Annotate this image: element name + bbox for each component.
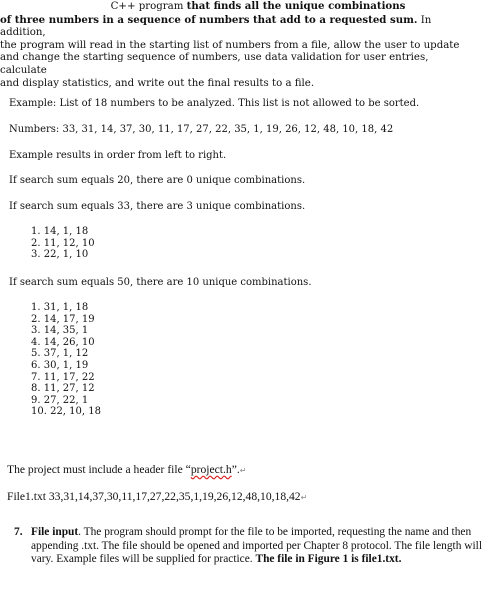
list-item: 10. 22, 10, 18: [31, 406, 101, 418]
search-50-line: If search sum equals 50, there are 10 unique combinations.: [9, 277, 312, 288]
list-item: 2. 14, 17, 19: [31, 313, 95, 325]
intro-line-2: [0, 14, 476, 40]
list-item: 5. 37, 1, 12: [31, 348, 89, 360]
project-text: The project must include a header file “: [7, 463, 191, 476]
item-title: File input: [31, 526, 79, 538]
results-note: Example results in order from left to right.: [9, 150, 227, 161]
list-item: 1. 14, 1, 18: [31, 226, 89, 237]
example-intro: Example: List of 18 numbers to be analyzed. This list is not allowed to be sorted.: [9, 98, 420, 109]
file1-text: File1.txt 33,31,14,37,30,11,17,27,22,35,1,19,26,12,48,10,18,42: [7, 490, 301, 503]
intro-paragraph: [0, 0, 476, 90]
list-item: 3. 22, 1, 10: [31, 249, 89, 261]
search-20-line: If search sum equals 20, there are 0 unique combinations.: [9, 175, 306, 186]
intro-line-1: [0, 0, 476, 14]
combinations-list-50: [31, 302, 101, 418]
list-item: 2. 11, 12, 10: [31, 237, 95, 249]
project-text: ”.: [231, 463, 240, 476]
item-bold-end: The file in Figure 1 is file1.txt.: [255, 553, 402, 566]
intro-bold-text: of three numbers in a sequence of numbers that add to a requested sum.: [0, 13, 418, 26]
list-item: 4. 14, 26, 10: [31, 336, 95, 348]
item-number: 7.: [14, 526, 23, 538]
project-header-line: [7, 463, 246, 476]
return-mark-icon: ↵: [300, 493, 308, 502]
combinations-list-33: [31, 226, 95, 261]
intro-bold-text: that finds all the unique combinations: [186, 0, 406, 12]
item-7-file-input: [14, 526, 482, 567]
item-7-text: [31, 526, 482, 567]
list-item: 9. 27, 22, 1: [31, 394, 89, 406]
intro-text: In addition,: [0, 14, 432, 39]
item-body: . The program should prompt for the file to be imported, requesting the name and then appending .txt. The file should be opened and imported per Chapter 8 protocol. The file length will vary. Example files will be supplied for practice.: [31, 526, 482, 566]
list-item: 1. 31, 1, 18: [31, 302, 89, 313]
search-33-line: If search sum equals 33, there are 3 unique combinations.: [9, 201, 306, 212]
list-item: 7. 11, 17, 22: [31, 371, 95, 383]
numbers-line: Numbers: 33, 31, 14, 37, 30, 11, 17, 27, 22, 35, 1, 19, 26, 12, 48, 10, 18, 42: [9, 124, 394, 135]
intro-line-4: and change the starting sequence of numbers, use data validation for user entries, calculate: [0, 52, 429, 76]
file1-line: [7, 490, 307, 503]
intro-line-3: the program will read in the starting list of numbers from a file, allow the user to update: [0, 39, 460, 51]
intro-line-5: and display statistics, and write out the final results to a file.: [0, 77, 315, 89]
project-filename: project.h: [190, 463, 232, 476]
intro-text: C++ program: [110, 1, 187, 12]
list-item: 6. 30, 1, 19: [31, 359, 89, 371]
return-mark-icon: ↵: [239, 466, 247, 475]
list-item: 8. 11, 27, 12: [31, 383, 95, 395]
list-item: 3. 14, 35, 1: [31, 325, 89, 337]
